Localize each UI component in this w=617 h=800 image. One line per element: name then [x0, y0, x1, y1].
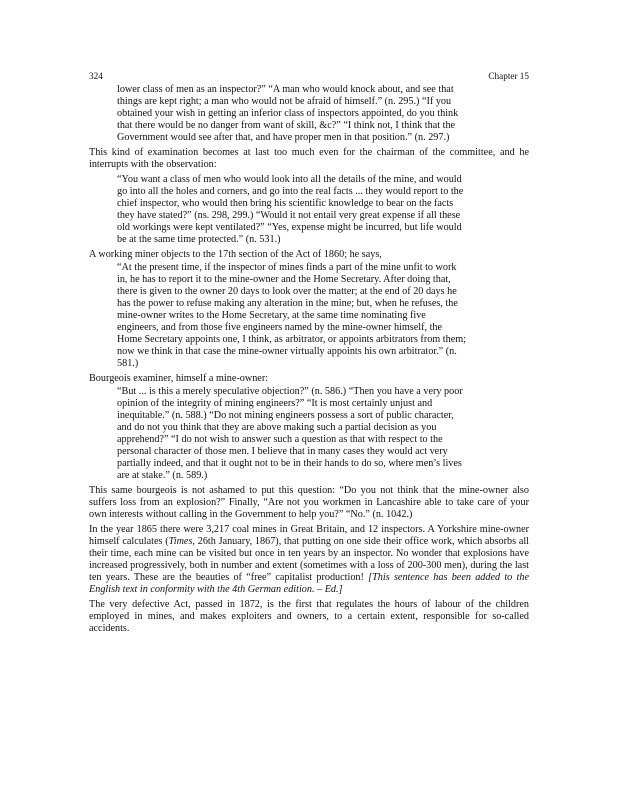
text-run: , 26th January, 1867), that putting on one side their office work, which absorbs all their time, each mine can be visited but once in ten years by an inspector. No wonder that explosions have increased progressively, both in number and extent (sometimes with a loss of 200-300 men), during the last ten years. These are the beauties of “free” capitalist production! — [89, 536, 529, 583]
paragraph — [89, 524, 529, 596]
chapter-title: Chapter 15 — [488, 71, 529, 81]
paragraph: This kind of examination becomes at last too much even for the chairman of the committee, and he interrupts with the observation: — [89, 147, 529, 170]
editor-note: [This sentence has been added to the English text in conformity with the 4th German edition. – Ed.] — [89, 572, 529, 595]
paragraph: Bourgeois examiner, himself a mine-owner: — [89, 373, 269, 384]
paragraph: A working miner objects to the 17th section of the Act of 1860; he says, — [89, 249, 382, 260]
italic-text: Times — [168, 536, 193, 547]
text-run: In the year 1865 there were 3,217 coal mines in Great Britain, and 12 inspectors. A Yorkshire mine-owner himself calculates ( — [89, 524, 529, 547]
page-number: 324 — [89, 71, 103, 81]
block-quote: “At the present time, if the inspector of mines finds a part of the mine unfit to work in, he has to report it to the mine-owner and the Home Secretary. After doing that, there is given to the owner 20 days to look over the matter; at the end of 20 days he has the power to refuse making any alteration in the mine; but, when he refuses, the mine-owner writes to the Home Secretary, at the same time nominating five engineers, and from those five engineers named by the mine-owner himself, the Home Secretary appoints one, I think, as arbitrator, or appoints arbitrators from them; now we think in that case the mine-owner virtually appoints his own arbitrator.” (n. 581.) — [117, 262, 466, 369]
block-quote: “You want a class of men who would look into all the details of the mine, and would go into all the holes and corners, and go into the real facts ... they would report to the chief inspector, who would then bring his scientific knowledge to bear on the facts they have stated?” (ns. 298, 299.) “Would it not entail very great expense if all these old workings were kept ventilated?” “Yes, expense might be incurred, but life would be at the same time protected.” (n. 531.) — [117, 174, 464, 245]
document-page — [89, 70, 529, 638]
paragraph: This same bourgeois is not ashamed to put this question: “Do you not think that the mine-owner also suffers loss from an explosion?” Finally, “Are not you workmen in Lancashire able to take care of your own interests without calling in the Government to help you?” “No.” (n. 1042.) — [89, 485, 529, 520]
block-quote: “But ... is this a merely speculative objection?” (n. 586.) “Then you have a very poor opinion of the integrity of mining engineers?” “It is most certainly unjust and inequitable.” (n. 588.) “Do not mining engineers possess a sort of public character, and do not you think that they are above making such a partial decision as you apprehend?” “I do not wish to answer such a question as that with respect to the personal character of those men. I believe that in many cases they would act very partially indeed, and that it ought not to be in their hands to do so, where men’s lives are at stake.” (n. 589.) — [117, 386, 463, 481]
running-header — [89, 70, 529, 82]
block-quote: lower class of men as an inspector?” “A man who would knock about, and see that things are kept right; a man who would not be afraid of himself.” (n. 295.) “If you obtained your wish in getting an inferior class of inspectors appointed, do you think that there would be no danger from want of skill, &c?” “I think not, I think that the Government would see after that, and have proper men in that position.” (n. 297.) — [117, 84, 459, 143]
paragraph: The very defective Act, passed in 1872, is the first that regulates the hours of labour of the children employed in mines, and makes exploiters and owners, to a certain extent, responsible for so-called accidents. — [89, 599, 529, 634]
